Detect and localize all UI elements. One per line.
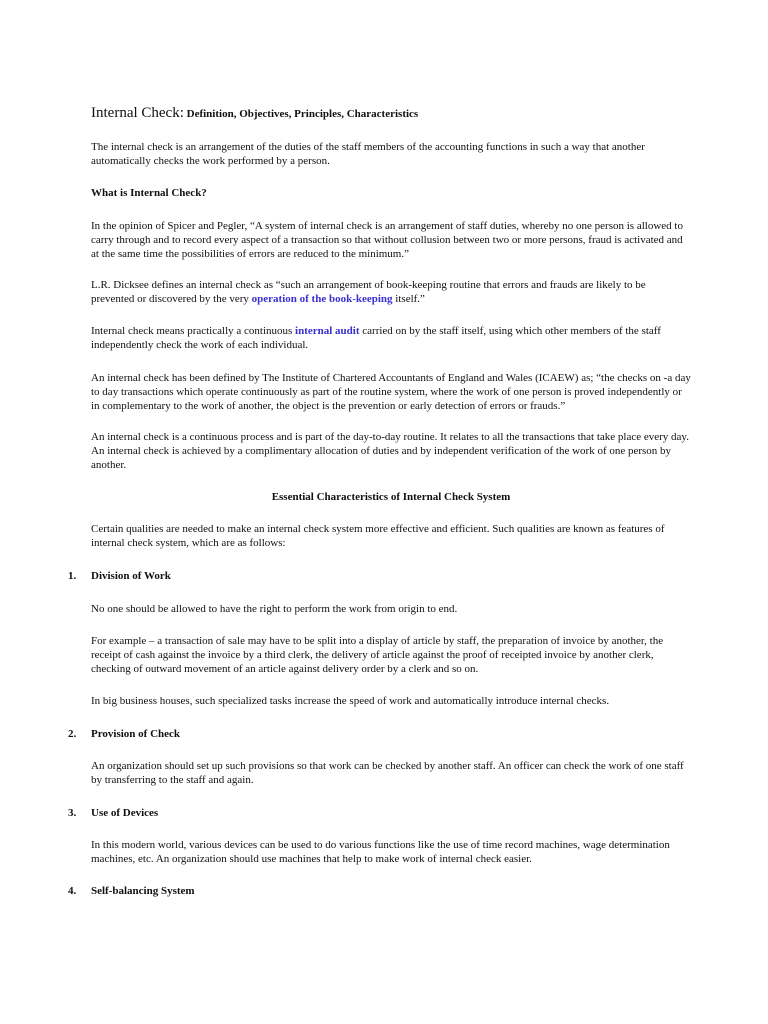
dicksee-text-before: L.R. Dicksee defines an internal check as “such an arrangement of book-keeping routine that errors and frauds are likely to be prevented or discovered by the very: [91, 279, 646, 305]
list-label: Division of Work: [91, 570, 171, 582]
spicer-pegler-paragraph: In the opinion of Spicer and Pegler, “A system of internal check is an arrangement of staff duties, whereby no one person is allowed to carry through and to record every aspect of a transaction so that without collusion between two or more persons, fraud is activated and at the same time the possibilities of errors are reduced to the minimum.”: [91, 220, 683, 260]
icaew-paragraph: An internal check has been defined by The Institute of Chartered Accountants of England and Wales (ICAEW) as; “the checks on -a day to day transactions which operate continuously as part of the routine system, where the work of one person is proved independently or in complementary to the work of another, the object is the prevention or early detection of errors or frauds.”: [91, 372, 691, 412]
list-label: Self-balancing System: [91, 885, 195, 897]
list-item-use-of-devices: [68, 806, 158, 820]
list-number: 3.: [68, 807, 77, 819]
devices-paragraph: In this modern world, various devices can be used to do various functions like the use of time record machines, wage determination machines, etc. An organization should use machines that help to make work of internal check easier.: [91, 839, 670, 865]
division-paragraph-1: No one should be allowed to have the right to perform the work from origin to end.: [91, 603, 458, 615]
continuous-audit-paragraph: [91, 324, 691, 352]
title-main: Internal Check:: [91, 105, 184, 121]
continuous-text-after: carried on by the staff itself, using which other members of the staff independently check the work of each individual.: [91, 325, 661, 351]
provision-paragraph: An organization should set up such provisions so that work can be checked by another staff. An officer can check the work of one staff by transferring to the staff and again.: [91, 760, 684, 786]
internal-audit-link[interactable]: internal audit: [295, 325, 360, 337]
page-title: [91, 103, 691, 124]
list-number: 4.: [68, 885, 77, 897]
continuous-text-before: Internal check means practically a continuous: [91, 325, 296, 337]
title-subtitle: Definition, Objectives, Principles, Characteristics: [183, 108, 419, 120]
list-label: Use of Devices: [91, 807, 159, 819]
continuous-process-paragraph: An internal check is a continuous process and is part of the day-to-day routine. It relates to all the transactions that take place every day. An internal check is achieved by a complimentary allocation of duties and by independent verification of the work of one person by another.: [91, 431, 689, 471]
what-is-heading: What is Internal Check?: [91, 187, 207, 199]
qualities-paragraph: Certain qualities are needed to make an internal check system more effective and efficient. Such qualities are known as features of internal check system, which are as follows:: [91, 523, 665, 549]
list-number: 1.: [68, 570, 77, 582]
list-number: 2.: [68, 728, 77, 740]
dicksee-text-after: itself.”: [392, 293, 425, 305]
list-item-division-of-work: [68, 569, 171, 583]
division-paragraph-3: In big business houses, such specialized tasks increase the speed of work and automatically introduce internal checks.: [91, 695, 610, 707]
dicksee-paragraph: [91, 278, 691, 306]
list-item-provision-of-check: [68, 727, 180, 741]
essential-characteristics-heading: Essential Characteristics of Internal Check System: [271, 491, 511, 503]
list-label: Provision of Check: [91, 728, 181, 740]
division-paragraph-2: For example – a transaction of sale may have to be split into a display of article by staff, the preparation of invoice by another, the receipt of cash against the invoice by a third clerk, the delivery of article against the proof of receipted invoice by another clerk, checking of outward movement of an article against delivery order by a clerk and so on.: [91, 635, 664, 675]
bookkeeping-link[interactable]: operation of the book-keeping: [251, 293, 393, 305]
intro-paragraph: The internal check is an arrangement of the duties of the staff members of the accounting functions in such a way that another automatically checks the work performed by a person.: [91, 141, 645, 167]
list-item-self-balancing-system: [68, 884, 195, 898]
